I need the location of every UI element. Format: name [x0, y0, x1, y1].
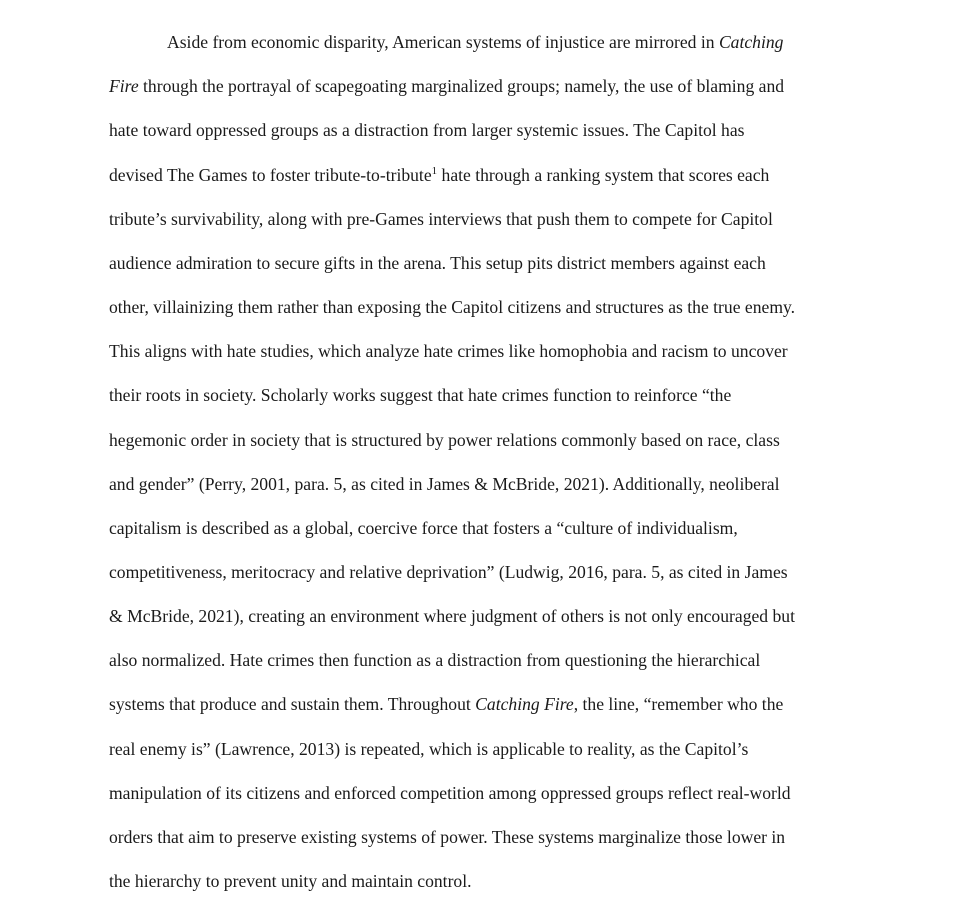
- paragraph-line-14: & McBride, 2021), creating an environment where judgment of others is not only encouraged but: [109, 606, 795, 626]
- footnote-marker: 1: [431, 165, 438, 177]
- paragraph-line-4: [109, 165, 869, 185]
- paragraph-line-6: audience admiration to secure gifts in the arena. This setup pits district members against each: [109, 253, 766, 273]
- paragraph-line-5: tribute’s survivability, along with pre-Games interviews that push them to compete for Capitol: [109, 209, 773, 229]
- line-text: devised The Games to foster tribute-to-tribute: [109, 165, 432, 185]
- paragraph-line-10: hegemonic order in society that is structured by power relations commonly based on race, class: [109, 430, 780, 450]
- line-text: Aside from economic disparity, American systems of injustice are mirrored in: [167, 32, 719, 52]
- paragraph-line-7: other, villainizing them rather than exposing the Capitol citizens and structures as the true enemy.: [109, 297, 796, 317]
- paragraph-line-11: and gender” (Perry, 2001, para. 5, as cited in James & McBride, 2021). Additionally, neoliberal: [109, 474, 780, 494]
- line-text: , the line, “remember who the: [573, 694, 784, 714]
- book-title-italic: Catching: [718, 32, 784, 52]
- line-text: systems that produce and sustain them. Throughout: [109, 694, 476, 714]
- paragraph-line-19: orders that aim to preserve existing systems of power. These systems marginalize those lower in: [109, 827, 786, 847]
- paragraph-line-12: capitalism is described as a global, coercive force that fosters a “culture of individualism,: [109, 518, 738, 538]
- paragraph-line-18: manipulation of its citizens and enforced competition among oppressed groups reflect real-world: [109, 783, 791, 803]
- paragraph-line-9: their roots in society. Scholarly works suggest that hate crimes function to reinforce “the: [109, 385, 732, 405]
- paragraph-line-16: [109, 694, 869, 714]
- book-title-italic: Fire: [109, 76, 139, 96]
- paragraph-line-3: hate toward oppressed groups as a distraction from larger systemic issues. The Capitol has: [109, 120, 745, 140]
- paragraph-line-1: [167, 32, 927, 52]
- line-text: through the portrayal of scapegoating marginalized groups; namely, the use of blaming and: [138, 76, 785, 96]
- paragraph-line-20: the hierarchy to prevent unity and maintain control.: [109, 871, 472, 891]
- paragraph-line-17: real enemy is” (Lawrence, 2013) is repeated, which is applicable to reality, as the Capitol’s: [109, 739, 749, 759]
- paragraph-line-13: competitiveness, meritocracy and relative deprivation” (Ludwig, 2016, para. 5, as cited in James: [109, 562, 788, 582]
- book-title-italic: Catching Fire: [475, 694, 574, 714]
- line-text: hate through a ranking system that scores each: [437, 165, 770, 185]
- paragraph-line-8: This aligns with hate studies, which analyze hate crimes like homophobia and racism to uncover: [109, 341, 788, 361]
- paragraph-line-2: [109, 76, 869, 96]
- paragraph-line-15: also normalized. Hate crimes then function as a distraction from questioning the hierarchical: [109, 650, 761, 670]
